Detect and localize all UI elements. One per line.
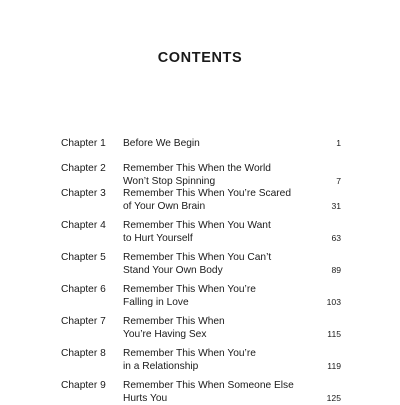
- chapter-title-line: to Hurt Yourself: [123, 233, 193, 244]
- page-number: 125: [326, 393, 341, 403]
- toc-entry: [61, 379, 341, 405]
- chapter-title-line: Remember This When: [123, 316, 225, 327]
- chapter-title: [123, 347, 308, 373]
- chapter-title-line: Remember This When You Want: [123, 220, 271, 231]
- page-number: 31: [331, 201, 341, 211]
- page-number: 7: [336, 176, 341, 186]
- toc-entry: [61, 137, 341, 150]
- toc-entry: [61, 283, 341, 309]
- chapter-number: Chapter 6: [61, 284, 106, 295]
- chapter-title-line: Hurts You: [123, 393, 168, 404]
- chapter-title-line: Falling in Love: [123, 297, 189, 308]
- page-number: 63: [331, 233, 341, 243]
- chapter-title: [123, 162, 308, 188]
- chapter-title-line: Stand Your Own Body: [123, 265, 223, 276]
- chapter-number: Chapter 2: [61, 163, 106, 174]
- chapter-title-line: Before We Begin: [123, 138, 200, 149]
- toc-entry: [61, 315, 341, 341]
- page-number: 1: [336, 138, 341, 148]
- chapter-number: Chapter 1: [61, 138, 106, 149]
- page-number: 115: [327, 329, 341, 339]
- chapter-title-line: Remember This When You’re: [123, 348, 256, 359]
- chapter-number: Chapter 9: [61, 380, 106, 391]
- chapter-title: [123, 187, 308, 213]
- toc-entry: [61, 219, 341, 245]
- toc-entry: [61, 251, 341, 277]
- chapter-title-line: in a Relationship: [123, 361, 199, 372]
- chapter-number: Chapter 4: [61, 220, 106, 231]
- toc-entry: [61, 162, 341, 188]
- toc-entry: [61, 187, 341, 213]
- chapter-title: [123, 137, 308, 150]
- page-number: 119: [327, 361, 341, 371]
- chapter-title-line: You’re Having Sex: [123, 329, 207, 340]
- chapter-title: [123, 315, 308, 341]
- chapter-title-line: Won’t Stop Spinning: [123, 176, 216, 187]
- chapter-title-line: Remember This When Someone Else: [123, 380, 294, 391]
- chapter-number: Chapter 5: [61, 252, 106, 263]
- chapter-title-line: Remember This When the World: [123, 163, 271, 174]
- chapter-title-line: Remember This When You Can’t: [123, 252, 272, 263]
- chapter-title: [123, 219, 308, 245]
- chapter-title: [123, 283, 308, 309]
- page-number: 103: [326, 297, 341, 307]
- page-title: CONTENTS: [157, 50, 243, 66]
- toc-entry: [61, 347, 341, 373]
- chapter-title: [123, 379, 308, 405]
- chapter-title: [123, 251, 308, 277]
- chapter-number: Chapter 3: [61, 188, 106, 199]
- chapter-number: Chapter 7: [61, 316, 106, 327]
- chapter-title-line: of Your Own Brain: [123, 201, 206, 212]
- chapter-title-line: Remember This When You’re: [123, 284, 256, 295]
- chapter-title-line: Remember This When You’re Scared: [123, 188, 291, 199]
- chapter-number: Chapter 8: [61, 348, 106, 359]
- page-number: 89: [331, 265, 341, 275]
